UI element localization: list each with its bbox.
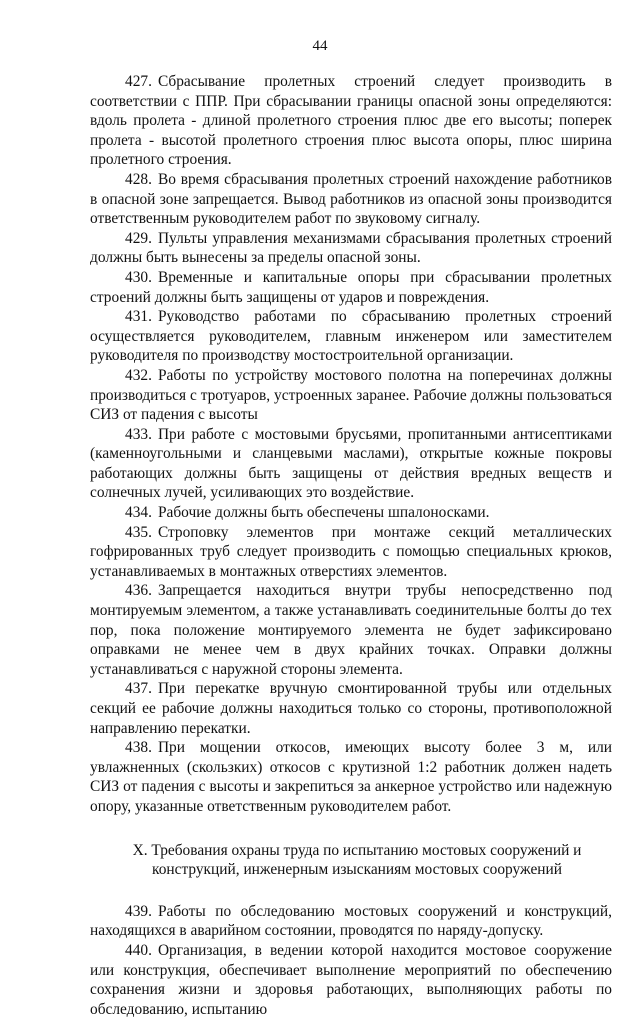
paragraph-427 (90, 72, 612, 170)
paragraph-number: 434. (125, 504, 152, 522)
paragraph-number: 438. (125, 739, 152, 757)
paragraph-435 (90, 523, 612, 582)
paragraph-text: Организация, в ведении которой находится мостовое сооружение или конструкция, обеспечивает выполнение мероприятий по обеспечению сохранения жизни и здоровья работающих, выполняющих работы по обследованию, испытанию (90, 941, 612, 1018)
paragraph-number: 433. (125, 425, 152, 443)
paragraph-text: Запрещается находиться внутри трубы непосредственно под монтируемым элементом, а также устанавливать соединительные болты до тех пор, пока положение монтируемого элемента не будет зафиксировано оправками не менее чем в двух крайних точках. Оправки должны устанавливаться с наружной стороны элемента. (90, 582, 612, 678)
paragraph-429 (90, 229, 612, 268)
paragraphs-after-heading (90, 902, 612, 1019)
paragraph-number: 440. (125, 941, 152, 959)
paragraph-number: 428. (125, 170, 152, 188)
paragraph-text: Строповку элементов при монтаже секций металлических гофрированных труб следует производить с помощью специальных крюков, устанавливаемых в монтажных отверстиях элементов. (90, 523, 612, 580)
page-number: 44 (312, 38, 328, 54)
paragraph-text: Работы по обследованию мостовых сооружений и конструкций, находящихся в аварийном состоянии, проводятся по наряду-допуску. (90, 902, 612, 940)
paragraphs-before-heading (90, 72, 612, 817)
paragraph-number: 427. (125, 73, 152, 90)
paragraph-432 (90, 366, 612, 425)
paragraph-436 (90, 581, 612, 679)
paragraph-number: 430. (125, 268, 152, 286)
paragraph-number: 436. (125, 582, 152, 600)
paragraph-number: 439. (125, 902, 152, 920)
paragraph-text: Руководство работами по сбрасыванию пролетных строений осуществляется руководителем, главным инженером или заместителем руководителя по производству мостостроительной организации. (90, 308, 612, 365)
paragraph-text: При работе с мостовыми брусьями, пропитанными антисептиками (каменноугольными и сланцевыми маслами), открытые кожные покровы работающих должны быть защищены от действия вредных веществ и солнечных лучей, усиливающих это воздействие. (90, 425, 612, 502)
paragraph-428 (90, 170, 612, 229)
paragraph-number: 435. (125, 523, 152, 541)
paragraph-text: Во время сбрасывания пролетных строений нахождение работников в опасной зоне запрещается. Вывод работников из опасной зоны производится ответственным руководителем работ по звуковому сигналу. (90, 170, 612, 228)
paragraph-number: 432. (125, 366, 152, 384)
paragraph-431 (90, 307, 612, 366)
section-heading: X. Требования охраны труда по испытанию мостовых сооружений и конструкций, инженерным изысканиям мостовых сооружений (132, 841, 582, 879)
document-body (90, 72, 612, 1019)
paragraph-number: 429. (125, 229, 152, 247)
paragraph-text: При перекатке вручную смонтированной трубы или отдельных секций ее рабочие должны находиться только со стороны, противоположной направлению перекатки. (90, 680, 612, 737)
paragraph-text: Рабочие должны быть обеспечены шпалоносками. (157, 504, 490, 522)
paragraph-440 (90, 941, 612, 1019)
paragraph-433 (90, 425, 612, 503)
paragraph-text: Временные и капитальные опоры при сбрасывании пролетных строений должны быть защищены от ударов и повреждения. (90, 268, 612, 306)
paragraph-text: Сбрасывание пролетных строений следует производить в соответствии с ППР. При сбрасывании границы опасной зоны определяются: вдоль пролета - длиной пролетного строения плюс две его высоты; поперек пролета - высотой пролетного строения плюс высота опоры, плюс ширина пролетного строения. (90, 73, 612, 169)
paragraph-number: 431. (125, 308, 152, 326)
paragraph-434 (90, 503, 612, 523)
paragraph-437 (90, 679, 612, 738)
paragraph-439 (90, 902, 612, 941)
paragraph-text: Пульты управления механизмами сбрасывания пролетных строений должны быть вынесены за пределы опасной зоны. (90, 229, 612, 267)
paragraph-438 (90, 738, 612, 816)
paragraph-text: Работы по устройству мостового полотна на поперечинах должны производиться с тротуаров, устроенных заранее. Рабочие должны пользоваться СИЗ от падения с высоты (90, 366, 612, 424)
paragraph-430 (90, 268, 612, 307)
paragraph-text: При мощении откосов, имеющих высоту более 3 м, или увлажненных (скользких) откосов с крутизной 1:2 работник должен надеть СИЗ от падения с высоты и закрепиться за анкерное устройство или надежную опору, указанные ответственным руководителем работ. (90, 739, 612, 815)
paragraph-number: 437. (125, 680, 152, 698)
